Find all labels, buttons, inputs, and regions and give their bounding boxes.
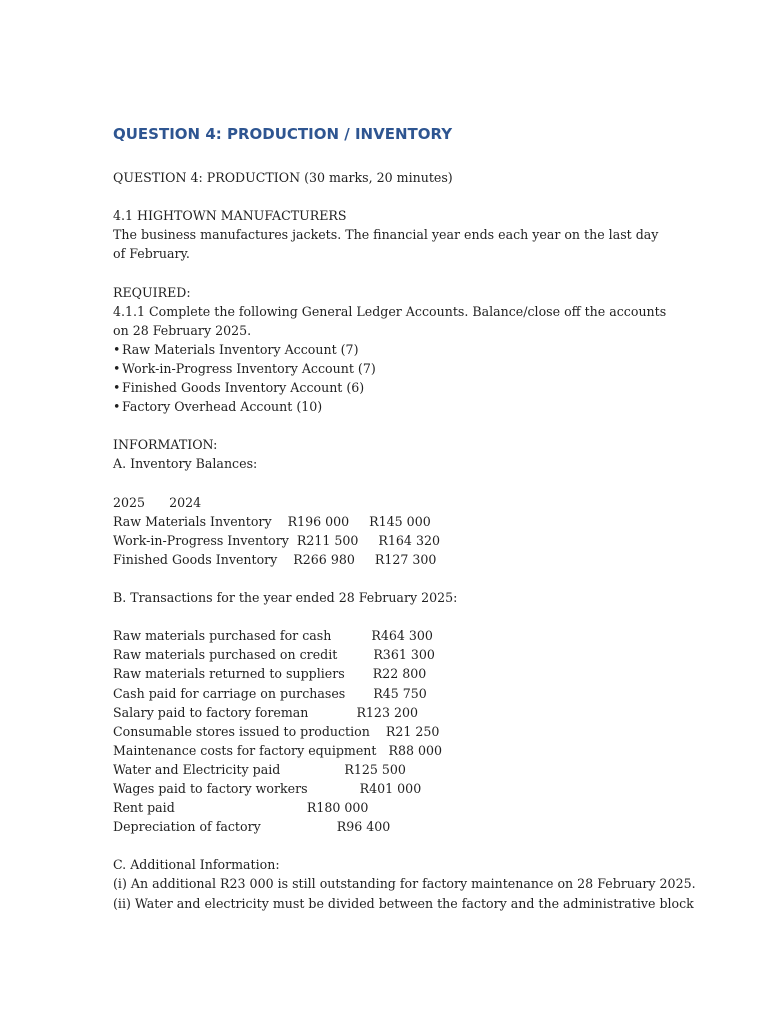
bullet-icon: • [113, 341, 121, 357]
list-item [113, 378, 673, 397]
spacer [113, 607, 673, 626]
section-title: 4.1 HIGHTOWN MANUFACTURERS [113, 208, 347, 224]
list-item: (i) An additional R23 000 is still outstanding for factory maintenance on 28 February 2025. [113, 876, 696, 892]
question-body [113, 168, 696, 913]
list-item [113, 340, 673, 359]
account-name: Raw Materials Inventory Account (7) [122, 341, 359, 357]
list-item: (ii) Water and electricity must be divided between the factory and the administrative block [113, 895, 694, 911]
table-row: Wages paid to factory workers R401 000 [113, 781, 422, 796]
table-row: Water and Electricity paid R125 500 [113, 761, 406, 777]
transactions-label: B. Transactions for the year ended 28 February 2025: [113, 590, 458, 606]
table-row: Work-in-Progress Inventory R211 500 R164 320 [113, 532, 440, 548]
spacer [113, 474, 673, 493]
bullet-icon: • [113, 399, 121, 415]
table-row: Raw materials purchased for cash R464 300 [113, 628, 433, 644]
bullet-icon: • [113, 380, 121, 396]
table-row: Finished Goods Inventory R266 980 R127 300 [113, 551, 437, 567]
inventory-header: 2025 2024 [113, 494, 202, 510]
account-name: Finished Goods Inventory Account (6) [122, 380, 365, 396]
spacer [113, 569, 673, 588]
table-row: Rent paid R180 000 [113, 800, 369, 816]
spacer [113, 187, 673, 206]
table-row: Salary paid to factory foreman R123 200 [113, 704, 418, 720]
spacer [113, 836, 673, 855]
spacer [113, 263, 673, 282]
table-row: Raw materials returned to suppliers R22 800 [113, 666, 427, 682]
page-title: QUESTION 4: PRODUCTION / INVENTORY [113, 125, 453, 143]
list-item [113, 359, 673, 378]
inventory-label: A. Inventory Balances: [113, 456, 258, 472]
information-label: INFORMATION: [113, 437, 218, 453]
required-text: 4.1.1 Complete the following General Ledger Accounts. Balance/close off the accounts on 28 February 2025. [113, 303, 667, 338]
account-name: Factory Overhead Account (10) [122, 399, 323, 415]
table-row: Consumable stores issued to production R21 250 [113, 723, 440, 739]
bullet-icon: • [113, 360, 121, 376]
table-row: Raw Materials Inventory R196 000 R145 000 [113, 513, 431, 529]
list-item [113, 397, 673, 416]
required-label: REQUIRED: [113, 284, 191, 300]
account-name: Work-in-Progress Inventory Account (7) [122, 360, 376, 376]
table-row: Depreciation of factory R96 400 [113, 819, 391, 835]
spacer [113, 416, 673, 435]
table-row: Maintenance costs for factory equipment R88 000 [113, 742, 443, 758]
table-row: Raw materials purchased on credit R361 300 [113, 647, 435, 663]
intro-paragraph: The business manufactures jackets. The financial year ends each year on the last day of February. [113, 227, 659, 262]
table-row: Cash paid for carriage on purchases R45 750 [113, 685, 427, 701]
additional-label: C. Additional Information: [113, 857, 280, 873]
question-subtitle: QUESTION 4: PRODUCTION (30 marks, 20 minutes) [113, 170, 453, 185]
